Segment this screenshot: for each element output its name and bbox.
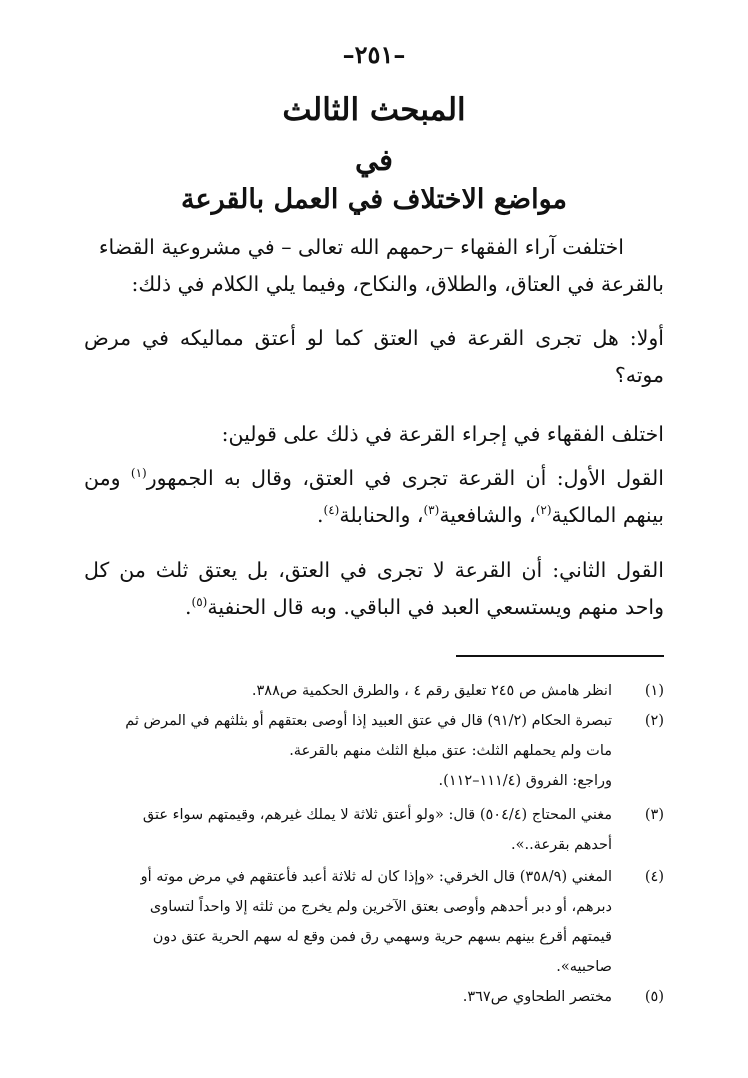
section-topic: مواضع الاختلاف في العمل بالقرعة (181, 184, 567, 215)
opinion-1-text-e: . (317, 503, 324, 527)
footnote-line: قيمتهم أقرع بينهم بسهم حرية وسهمي رق فمن وقع له سهم الحرية عتق دون (152, 929, 612, 945)
opinion-2-text-b: . (184, 595, 192, 619)
footnote-number: (٣) (644, 807, 664, 823)
footnote-line: أحدهم بقرعة..». (510, 837, 612, 853)
opinion-2-text-a: أن القرعة لا تجرى في العتق، بل يعتق ثلث من كل واحد منهم ويستسعي العبد في الباقي. وبه قال الحنفية (84, 558, 664, 619)
opinion-1-text-c: ، والشافعية (439, 503, 536, 527)
section-preposition: في (354, 143, 394, 177)
disagreement-paragraph (84, 416, 664, 453)
question-text: هل تجرى القرعة في العتق كما لو أعتق مماليكه في مرض موته؟ (84, 326, 664, 387)
footnote-body (84, 862, 612, 982)
footnote-2 (84, 706, 664, 796)
footnote-line: المغني (٣٥٨/٩) قال الخرقي: «وإذا كان له ثلاثة أعبد فأعتقهم في مرض موته أو (140, 869, 612, 885)
page-number: –٢٥١– (342, 40, 406, 69)
disagreement-text: اختلف الفقهاء في إجراء القرعة في ذلك على قولين: (221, 422, 664, 446)
footnote-3 (84, 800, 664, 860)
footnote-number: (٤) (644, 869, 664, 885)
opinion-1-lead: القول الأول: (556, 466, 664, 490)
footnote-line: مختصر الطحاوي ص٣٦٧. (462, 989, 612, 1005)
intro-line-1: اختلفت آراء الفقهاء –رحمهم الله تعالى – في مشروعية القضاء (98, 235, 624, 259)
section-title: المبحث الثالث (282, 92, 466, 128)
footnote-line: دبرهم، أو دبر أحدهم وأوصى بعتق الآخرين ولم يخرج من ثلثه إلا واحداً لتساوى (149, 899, 612, 915)
opinion-1-text-d: ، والحنابلة (339, 503, 424, 527)
footnote-line: وراجع: الفروق (١١١/٤–١١٢). (438, 773, 612, 789)
footnote-ref-5[interactable]: (٥) (191, 595, 208, 610)
footnote-line: تبصرة الحكام (٩١/٢) قال في عتق العبيد إذا أوصى بعتقهم أو بثلثهم في المرض ثم (125, 713, 612, 729)
footnote-1 (84, 676, 664, 706)
footnote-line: انظر هامش ص ٢٤٥ تعليق رقم ٤ ، والطرق الحكمية ص٣٨٨. (251, 683, 612, 699)
question-lead: أولا: (629, 326, 664, 350)
footnote-ref-4[interactable]: (٤) (323, 503, 340, 518)
opinion-1-text-b: ومن بينهم المالكية (84, 466, 664, 527)
opinion-2-lead: القول الثاني: (552, 558, 664, 582)
intro-paragraph (84, 229, 664, 303)
footnote-body (84, 706, 612, 796)
footnotes (84, 676, 664, 1012)
footnote-ref-1[interactable]: (١) (130, 466, 147, 481)
footnote-divider (456, 655, 664, 657)
footnote-number: (٥) (644, 989, 664, 1005)
footnote-line: مات ولم يحملهم الثلث: عتق مبلغ الثلث منهم بالقرعة. (289, 743, 612, 759)
opinion-1-text-a: أن القرعة تجرى في العتق، وقال به الجمهور (146, 466, 547, 490)
footnote-line: صاحبيه». (556, 959, 612, 975)
footnote-ref-3[interactable]: (٣) (423, 503, 440, 518)
footnote-body (84, 982, 612, 1012)
intro-line-2: بالقرعة في العتاق، والطلاق، والنكاح، وفيما يلي الكلام في ذلك: (131, 272, 664, 296)
footnote-5 (84, 982, 664, 1012)
footnote-body (84, 676, 612, 706)
footnote-ref-2[interactable]: (٢) (535, 503, 552, 518)
question-paragraph (84, 320, 664, 394)
opinion-2-paragraph (84, 552, 664, 626)
opinion-1-paragraph (84, 460, 664, 534)
footnote-4 (84, 862, 664, 982)
footnote-number: (٢) (644, 713, 664, 729)
footnote-line: مغني المحتاج (٥٠٤/٤) قال: «ولو أعتق ثلاثة لا يملك غيرهم، وقيمتهم سواء عتق (142, 807, 612, 823)
footnote-body (84, 800, 612, 860)
footnote-number: (١) (644, 683, 664, 699)
